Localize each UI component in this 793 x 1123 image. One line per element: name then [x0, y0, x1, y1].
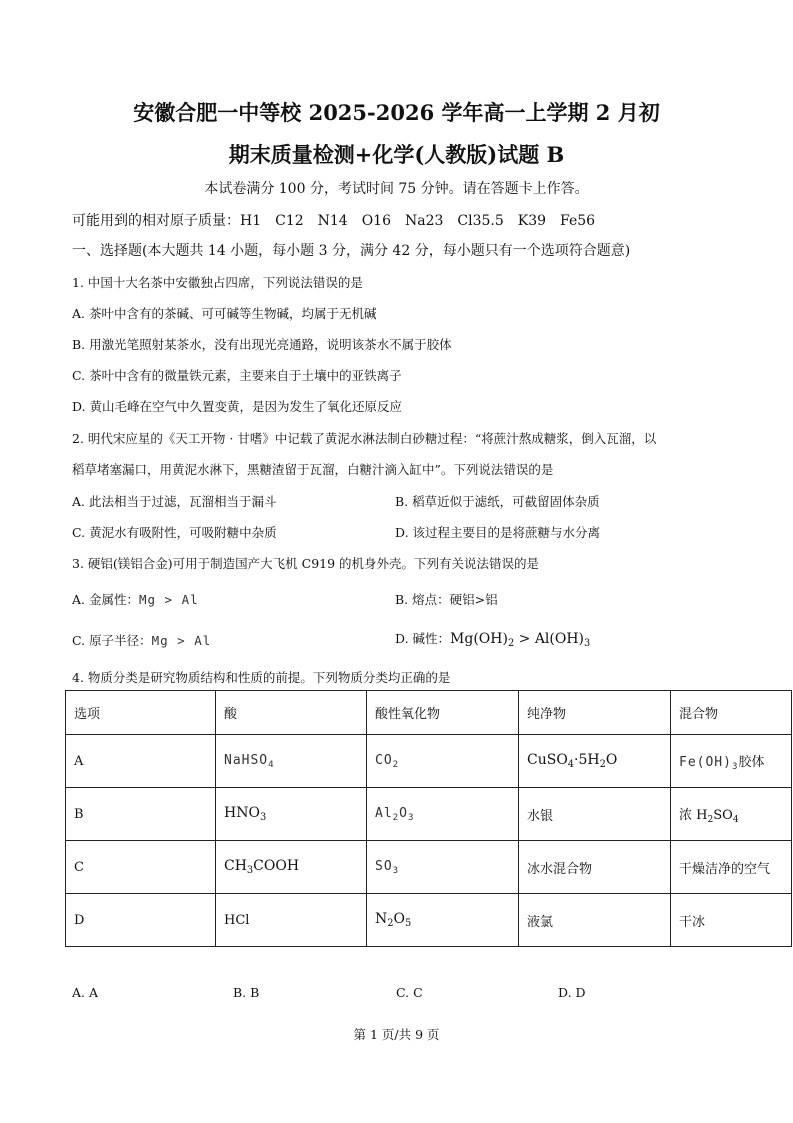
q3-option-b: B. 熔点：硬铝>铝 [395, 592, 498, 607]
table-header-row [66, 691, 792, 735]
page-indicator: 第 1 页/共 9 页 [353, 1027, 440, 1042]
q3-option-d-formula [450, 631, 590, 647]
q3-d-formula-part1: Mg(OH) [450, 631, 508, 647]
table-row [66, 894, 792, 947]
acid-cell: $HNO_3$ [216, 788, 367, 841]
pure-substance-cell: 冰水混合物 [519, 841, 671, 894]
table-header-cell: 纯净物 [519, 691, 671, 735]
exam-title-line1: 安徽合肥一中等校 2025-2026 学年高一上学期 2 月初 [133, 100, 660, 125]
acid-cell: HCl [216, 894, 367, 947]
exam-title-line2: 期末质量检测+化学(人教版)试题 B [228, 142, 565, 167]
q4-classification-table [65, 690, 792, 947]
table-header-cell: 酸性氧化物 [367, 691, 519, 735]
q3-d-formula-sub2: 3 [584, 638, 591, 649]
q4-answer-c: C. C [396, 985, 423, 1000]
table-row [66, 841, 792, 894]
q2-stem-line1: 2. 明代宋应星的《天工开物 · 甘嗜》中记载了黄泥水淋法制白砂糖过程：“将蔗汁熬成糖浆，倒入瓦溜，以 [72, 431, 657, 446]
q1-stem: 1. 中国十大名茶中安徽独占四席，下列说法错误的是 [72, 275, 363, 290]
mixture-cell: 浓 $H_2SO_4$ [671, 788, 792, 841]
atomic-masses: 可能用到的相对原子质量：H1 C12 N14 O16 Na23 Cl35.5 K39 Fe56 [72, 213, 596, 229]
mixture-cell: 干燥洁净的空气 [671, 841, 792, 894]
q4-answer-b: B. B [233, 985, 260, 1000]
mixture-cell: $Fe(OH)_3$胶体 [671, 735, 792, 788]
acid-cell: NaHSO$_4$ [216, 735, 367, 788]
row-option-cell: B [66, 788, 216, 841]
q2-stem-line2: 稻草堵塞漏口，用黄泥水淋下，黑糖渣留于瓦溜，白糖汁滴入缸中”。下列说法错误的是 [72, 462, 554, 477]
acidic-oxide-cell: $N_2O_5$ [367, 894, 519, 947]
acidic-oxide-cell: $CO_2$ [367, 735, 519, 788]
q3-option-c [72, 631, 211, 649]
acid-cell: $CH_3COOH$ [216, 841, 367, 894]
exam-instructions: 本试卷满分 100 分，考试时间 75 分钟。请在答题卡上作答。 [204, 181, 589, 197]
acidic-oxide-cell: $SO_3$ [367, 841, 519, 894]
table-header-cell: 混合物 [671, 691, 792, 735]
acidic-oxide-cell: $Al_2O_3$ [367, 788, 519, 841]
table-row [66, 788, 792, 841]
q4-stem: 4. 物质分类是研究物质结构和性质的前提。下列物质分类均正确的是 [72, 670, 451, 685]
q1-option-d: D. 黄山毛峰在空气中久置变黄，是因为发生了氧化还原反应 [72, 399, 403, 414]
pure-substance-cell: 水银 [519, 788, 671, 841]
q2-option-a: A. 此法相当于过滤，瓦溜相当于漏斗 [72, 494, 277, 509]
row-option-cell: C [66, 841, 216, 894]
q2-option-d: D. 该过程主要目的是将蔗糖与水分离 [395, 525, 601, 540]
q3-d-formula-sub1: 2 [507, 638, 515, 649]
section-heading: 一、选择题(本大题共 14 小题，每小题 3 分，满分 42 分，每小题只有一个选项符合题意) [72, 243, 631, 259]
q1-option-b: B. 用激光笔照射某茶水，没有出现光亮通路，说明该茶水不属于胶体 [72, 337, 452, 352]
table-header-cell: 酸 [216, 691, 367, 735]
q4-answer-a: A. A [72, 985, 99, 1000]
pure-substance-cell: $CuSO_4\cdot 5H_2O$ [519, 735, 671, 788]
row-option-cell: A [66, 735, 216, 788]
table-header-cell: 选项 [66, 691, 216, 735]
q1-option-a: A. 茶叶中含有的茶碱、可可碱等生物碱，均属于无机碱 [72, 306, 377, 321]
q3-option-d [395, 629, 590, 649]
q4-answer-d: D. D [558, 985, 586, 1000]
table-row [66, 735, 792, 788]
q3-option-c-label: C. 原子半径： [72, 633, 152, 648]
q3-option-d-label: D. 碱性： [395, 631, 451, 646]
row-option-cell: D [66, 894, 216, 947]
q1-option-c: C. 茶叶中含有的微量铁元素，主要来自于土壤中的亚铁离子 [72, 368, 402, 383]
q3-d-formula-part2: > Al(OH) [514, 631, 585, 647]
q3-option-a-formula: Mg > Al [138, 592, 199, 607]
q3-option-a [72, 590, 199, 608]
q2-option-c: C. 黄泥水有吸附性，可吸附糖中杂质 [72, 525, 277, 540]
mixture-cell: 干冰 [671, 894, 792, 947]
q3-stem: 3. 硬铝(镁铝合金)可用于制造国产大飞机 C919 的机身外壳。下列有关说法错误的是 [72, 556, 540, 571]
q2-option-b: B. 稻草近似于滤纸，可截留固体杂质 [395, 494, 600, 509]
pure-substance-cell: 液氯 [519, 894, 671, 947]
q3-option-c-formula: Mg > Al [151, 633, 212, 648]
q3-option-a-label: A. 金属性： [72, 592, 139, 607]
